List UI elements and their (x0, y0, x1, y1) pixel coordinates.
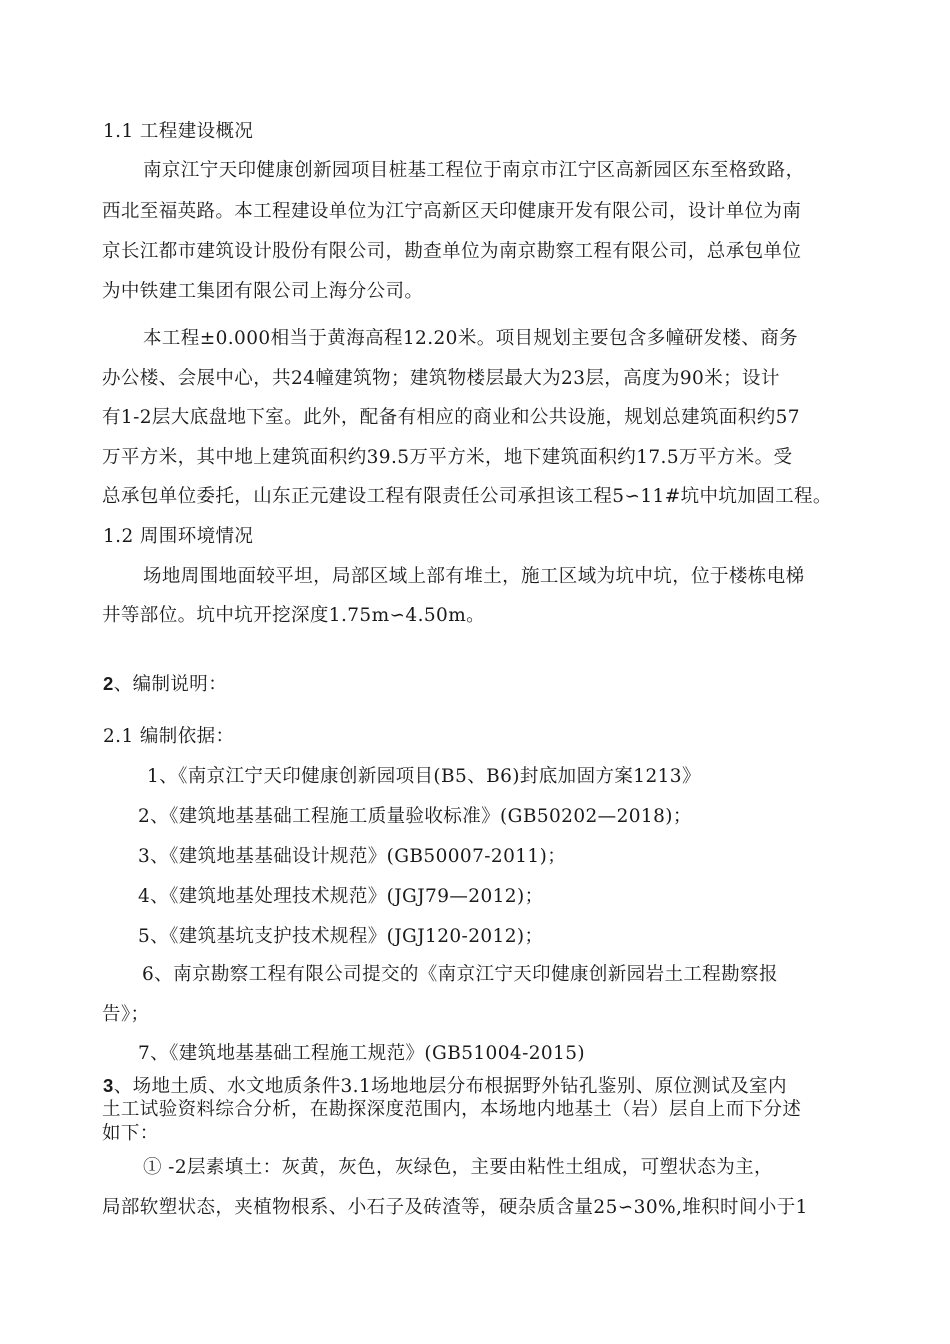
paragraph-line: 局部软塑状态，夹植物根系、小石子及砖渣等，硬杂质含量25∽30%,堆积时间小于1 (102, 1197, 808, 1218)
section-2-1-heading: 2.1 编制依据： (103, 726, 235, 747)
paragraph-line: 为中铁建工集团有限公司上海分公司。 (102, 281, 424, 302)
section-number: 2 (103, 673, 114, 694)
paragraph-line: 西北至福英路。本工程建设单位为江宁高新区天印健康开发有限公司，设计单位为南 (102, 201, 802, 222)
section-3-text: 、场地土质、水文地质条件3.1场地地层分布根据野外钻孔鉴别、原位测试及室内 (113, 1076, 787, 1097)
list-item: 2、《建筑地基基础工程施工质量验收标准》(GB50202—2018)； (138, 806, 692, 827)
section-1-1-heading: 1.1 工程建设概况 (103, 121, 254, 142)
list-item: 5、《建筑基坑支护技术规程》(JGJ120-2012)； (138, 926, 544, 947)
section-title: 、编制说明： (113, 674, 228, 695)
list-item: 6、南京勘察工程有限公司提交的《南京江宁天印健康创新园岩土工程勘察报 (142, 964, 778, 985)
paragraph-line: 办公楼、会展中心，共24幢建筑物；建筑物楼层最大为23层，高度为90米；设计 (102, 368, 780, 389)
list-item: 4、《建筑地基处理技术规范》(JGJ79—2012)； (138, 886, 544, 907)
paragraph-line: 总承包单位委托，山东正元建设工程有限责任公司承担该工程5∽11#坑中坑加固工程。 (102, 486, 832, 507)
section-number: 3 (103, 1075, 114, 1096)
paragraph-line: 本工程±0.000相当于黄海高程12.20米。项目规划主要包含多幢研发楼、商务 (143, 328, 799, 349)
list-item: 1、《南京江宁天印健康创新园项目(B5、B6)封底加固方案1213》 (147, 766, 701, 787)
paragraph-line: 京长江都市建筑设计股份有限公司，勘查单位为南京勘察工程有限公司，总承包单位 (102, 241, 802, 262)
section-3-line: 土工试验资料综合分析，在勘探深度范围内，本场地内地基土（岩）层自上而下分述 (102, 1099, 802, 1120)
paragraph-line: 万平方米，其中地上建筑面积约39.5万平方米，地下建筑面积约17.5万平方米。受 (102, 447, 793, 468)
paragraph-line: 井等部位。坑中坑开挖深度1.75m∽4.50m。 (102, 605, 486, 626)
section-3-line (103, 1074, 787, 1099)
section-2-heading (103, 672, 227, 697)
section-1-2-heading: 1.2 周围环境情况 (103, 526, 254, 547)
section-3-line: 如下： (102, 1123, 159, 1144)
list-item-continuation: 告》； (102, 1004, 150, 1025)
paragraph-line: ① -2层素填土：灰黄，灰色，灰绿色，主要由粘性土组成，可塑状态为主， (143, 1157, 773, 1178)
paragraph-line: 场地周围地面较平坦，局部区域上部有堆土，施工区域为坑中坑，位于楼栋电梯 (143, 566, 805, 587)
list-item: 7、《建筑地基基础工程施工规范》(GB51004-2015) (138, 1043, 586, 1064)
paragraph-line: 有1-2层大底盘地下室。此外，配备有相应的商业和公共设施，规划总建筑面积约57 (102, 407, 800, 428)
paragraph-line: 南京江宁天印健康创新园项目桩基工程位于南京市江宁区高新园区东至格致路， (143, 160, 805, 181)
list-item: 3、《建筑地基基础设计规范》(GB50007-2011)； (138, 846, 567, 867)
